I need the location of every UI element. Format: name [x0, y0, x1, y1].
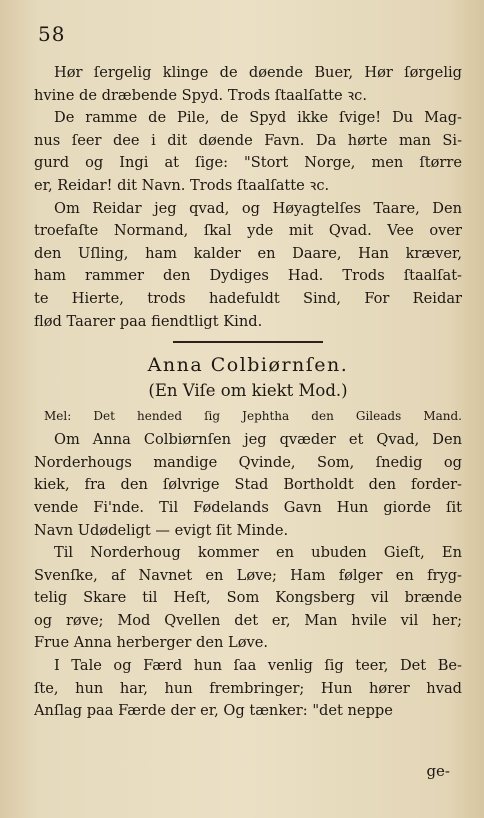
- page-number: 58: [38, 22, 66, 46]
- stanza-line: Navn Udødeligt — evigt ſit Minde.: [34, 521, 289, 539]
- stanza-line: og røve; Mod Qvellen det er, Man hvile vil her;: [34, 611, 462, 629]
- divider-rule: [173, 341, 323, 343]
- verse-line: ham rammer den Dydiges Had. Trods ſtaalſat-: [34, 267, 462, 285]
- song-stanzas: [34, 429, 462, 723]
- verse-line: troefaſte Normand, ſkal yde mit Qvad. Vee over: [34, 222, 462, 240]
- verses-top: [34, 62, 462, 333]
- verse-line: Om Reidar jeg qvad, og Høyagtelſes Taare, Den: [54, 199, 462, 217]
- song-title: Anna Colbiørnſen.: [147, 354, 349, 377]
- verse-line: Hør ſergelig klinge de døende Buer, Hør ſørgelig: [54, 64, 462, 81]
- catchword: ge-: [426, 762, 450, 780]
- stanza-line: Norderhougs mandige Qvinde, Som, ſnedig og: [34, 453, 462, 471]
- verse-line: den Uſling, ham kalder en Daare, Han kræver,: [34, 244, 462, 262]
- text-block: [34, 62, 462, 723]
- verse-line: er, Reidar! dit Navn. Trods ſtaalſatte ꝛc.: [34, 176, 330, 194]
- stanza-line: kiek, fra den ſølvrige Stad Bortholdt den forder-: [34, 476, 462, 494]
- melody-line: Mel: Det hended ſig Jephtha den Gileads Mand.: [44, 409, 462, 424]
- stanza-line: Frue Anna herberger den Løve.: [34, 634, 269, 652]
- stanza-line: Til Norderhoug kommer en ubuden Gieſt, En: [54, 544, 462, 562]
- verse-line: te Hierte, trods hadefuldt Sind, For Reidar: [34, 289, 462, 307]
- verse-line: De ramme de Pile, de Spyd ikke ſvige! Du Mag-: [54, 109, 462, 127]
- stanza-line: ſte, hun har, hun frembringer; Hun hører hvad: [34, 679, 462, 697]
- stanza-line: Anſlag paa Færde der er, Og tænker: "det neppe: [34, 702, 393, 720]
- verse-line: flød Taarer paa fiendtligt Kind.: [34, 312, 263, 330]
- stanza-line: I Tale og Færd hun ſaa venlig ſig teer, Det Be-: [54, 657, 462, 675]
- verse-line: gurd og Ingi at ſige: "Stort Norge, men ſtørre: [34, 154, 462, 172]
- stanza-line: Svenſke, af Navnet en Løve; Ham følger en fryg-: [34, 566, 462, 584]
- verse-line: hvine de dræbende Spyd. Trods ſtaalſatte ꝛc.: [34, 86, 367, 104]
- stanza-line: telig Skare til Heſt, Som Kongsberg vil brænde: [34, 589, 462, 607]
- song-subtitle: (En Viſe om kiekt Mod.): [148, 381, 348, 401]
- stanza-line: vende Fi'nde. Til Fødelands Gavn Hun giorde ſit: [34, 498, 462, 516]
- stanza-line: Om Anna Colbiørnſen jeg qvæder et Qvad, Den: [54, 431, 462, 449]
- verse-line: nus ſeer dee i dit døende Favn. Da hørte man Si-: [34, 131, 462, 149]
